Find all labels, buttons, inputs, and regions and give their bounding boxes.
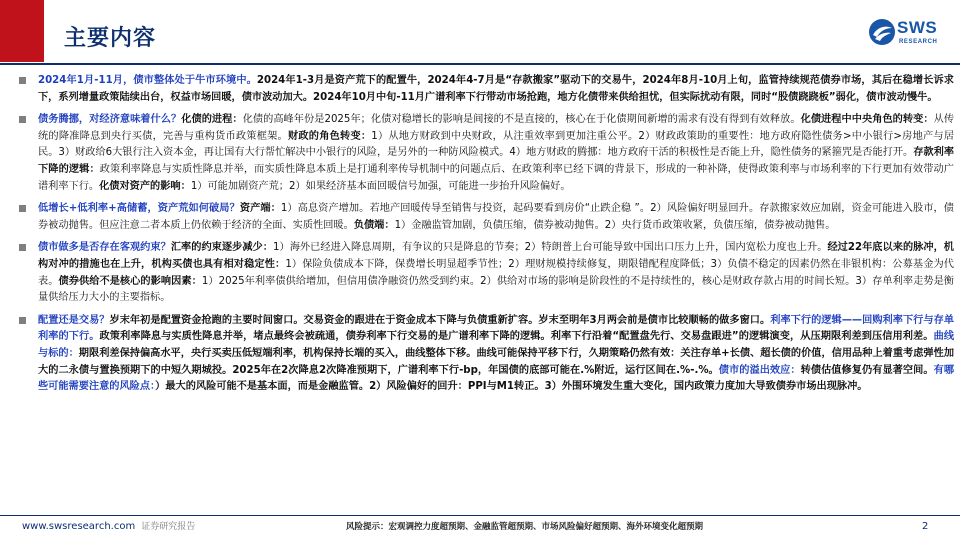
page-header xyxy=(0,0,960,62)
bullet-paragraph xyxy=(16,112,954,195)
risk-warning: 风险提示：宏观调控力度超预期、金融监管超预期、市场风险偏好超预期、海外环境变化超预期 xyxy=(346,522,704,532)
paragraph-text: 1）2025年利率债供给增加，但信用债净融资仍然受到约束。2）供给对市场的影响是阶段性的不是持续性的，核心是财政存款占用的时间长短。3）存单利率走势是衡量供给压力大小的主要指标。 xyxy=(38,275,954,304)
paragraph-text: 1）从地方财政到中央财政，从注重效率到更加注重公平。2）财政政策助的重要性：地方政府隐性债务>中小银行>房地产与居民。3）财政给6大银行注入资本金，再让国有大行帮忙解决中小银行的风险，是另外的一种防风险模式。4）地方财政的腾挪：地方政府干活的积极性是否能上升，隐性债务的紧箍咒是否能打开。 xyxy=(38,130,955,159)
paragraph-text: 2024年1-3月是资产荒下的配置牛，2024年4-7月是“存款搬家”驱动下的交易牛，2024年8月-10月上旬，监管持续规范债券市场，其后在稳增长诉求下，系列增量政策陆续出台，权益市场回暖，债市波动加大。2024年10月中旬-11月广谱利率下行带动市场抢跑，地方化债带来供给担忧，但实际扰动有限，同时“股债跷跷板”弱化，债市波动慢牛。 xyxy=(38,75,954,103)
footer-divider xyxy=(0,515,960,516)
paragraph-text: 1）海外已经进入降息周期，有争议的只是降息的节奏；2）特朗普上台可能导致中国出口压力上升，国内宽松力度也上升。 xyxy=(272,242,828,254)
bullet-paragraph xyxy=(16,201,954,234)
bullet-paragraph xyxy=(16,73,954,106)
paragraph-text: 经过22年底以来的脉冲，机构对冲的措施也在上升，机构买债也具有相对稳定性： xyxy=(38,242,954,270)
page-title: 主要内容 xyxy=(64,26,157,51)
paragraph-text: 化债的高峰年份是2025年；化债对稳增长的影响是间接的不是直接的，核心在于化债期间新增的需求有没有得到有效释放。 xyxy=(242,114,801,126)
paragraph-text: 转债估值修复仍有显著空间。 xyxy=(800,364,934,376)
summary-content xyxy=(16,73,954,402)
highlight-text: 有哪些可能需要注意的风险点： xyxy=(38,364,955,393)
paragraph-text: 存款利率下降的逻辑： xyxy=(38,147,955,175)
square-bullet-icon xyxy=(19,244,26,251)
paragraph-text: 1）高息资产增加。若地产回暖传导至销售与投资，起码要看到房价“止跌企稳 ”。2）风险偏好明显回升。存款搬家效应加剧，资金可能进入股市，债券被动抛售。但应注意二者本质上仍依赖于经济的全面、实质性回暖。 xyxy=(38,203,954,231)
paragraph-text: 岁末年初是配置资金抢跑的主要时间窗口。交易资金的跟进在于资金成本下降与负债重新扩容。岁末至明年3月两会前是债市比较顺畅的做多窗口。 xyxy=(109,314,771,326)
highlight-text: 低增长+低利率+高储蓄，资产荒如何破局？ xyxy=(38,203,240,215)
highlight-text: 曲线与标的： xyxy=(38,331,955,359)
square-bullet-icon xyxy=(19,116,26,123)
paragraph-text: 期限利差保持偏高水平，央行买卖压低短端利率，机构保持长端的买入，曲线整体下移。曲线可能保持平移下行，久期策略仍然有效：关注存单+长债、超长债的价值，信用品种上着重考虑弹性加大的二永债与置换预期下的中短久期城投。2025年在2次降息2次降准预期下，广谱利率下行-bp，年国债的底部可能在.%附近，运行区间在.%-.%。 xyxy=(38,347,955,376)
logo-subtitle: RESEARCH xyxy=(899,39,938,45)
highlight-text: 债务腾挪，对经济意味着什么？ xyxy=(38,114,182,126)
sws-logo xyxy=(868,18,948,50)
footer-source xyxy=(22,520,195,534)
highlight-text: 2024年1月-11月，债市整体处于牛市环境中。 xyxy=(38,75,257,86)
bullet-paragraph xyxy=(16,313,954,396)
highlight-text: 债市的溢出效应： xyxy=(718,364,801,376)
paragraph-text: 1）金融监管加剧，负债压缩，债券被动抛售。2）央行货币政策收紧，负债压缩，债券被动抛售。 xyxy=(394,219,836,231)
highlight-text: 配置还是交易？ xyxy=(38,314,110,326)
paragraph-text: 汇率的约束逐步减少： xyxy=(170,242,273,254)
square-bullet-icon xyxy=(19,77,26,84)
header-divider xyxy=(0,63,960,65)
paragraph-text: ）最大的风险可能不是基本面，而是金融监管。2）风险偏好的回升：PPI与M1转正。3）外围环境发生重大变化，国内政策力度加大导致债券市场出现脉冲。 xyxy=(155,381,868,393)
paragraph-text: 1）可能加剧资产荒；2）如果经济基本面回暖信号加强，可能进一步抬升风险偏好。 xyxy=(190,180,571,192)
accent-bar xyxy=(0,0,44,62)
highlight-text: 利率下行的逻辑——回购利率下行与存单利率的下行。 xyxy=(38,314,955,343)
square-bullet-icon xyxy=(19,317,26,324)
square-bullet-icon xyxy=(19,205,26,212)
paragraph-text: 财政的角色转变： xyxy=(287,130,372,142)
paragraph-text: 化债进程中中央角色的转变： xyxy=(800,114,934,126)
footer-label: 证券研究报告 xyxy=(141,522,196,532)
bullet-paragraph xyxy=(16,240,954,306)
highlight-text: 债市做多是否存在客观约束？ xyxy=(38,242,171,254)
paragraph-text: 负债端： xyxy=(353,219,395,231)
paragraph-text: 政策利率降息与实质性降息并举，堵点最终会被疏通，债券利率下行交易的是广谱利率下降的逻辑。利率下行沿着“配置盘先行、交易盘跟进”的逻辑演变，从压期限利差到压信用利差。 xyxy=(99,331,934,343)
sws-logo-icon xyxy=(868,18,896,46)
logo-name: SWS xyxy=(897,18,938,37)
paragraph-text: 政策利率降息与实质性降息并举，而实质性降息本质上是打通利率传导机制中的问题点后、在政策利率已经下调的背景下，形成的一种补降，使得政策利率与市场利率的下行更加有效带动广谱利率下行。 xyxy=(38,163,954,192)
paragraph-text: 1）保险负债成本下降，保费增长明显超季节性；2）理财规模持续修复，期限错配程度降低；3）负债不稳定的因素仍然在非银机构：公募基金为代表。 xyxy=(38,258,954,287)
paragraph-text: 资产端： xyxy=(239,203,281,215)
paragraph-text: 债券供给不是核心的影响因素： xyxy=(58,275,202,287)
page-number: 2 xyxy=(922,521,929,532)
paragraph-text: 从传统的降准降息到央行买债，完善与重构货币政策框架。 xyxy=(38,114,955,142)
paragraph-text: 化债对资产的影响： xyxy=(99,180,191,192)
footer-url[interactable]: www.swsresearch.com xyxy=(22,521,136,532)
paragraph-text: 化债的进程： xyxy=(181,114,243,126)
